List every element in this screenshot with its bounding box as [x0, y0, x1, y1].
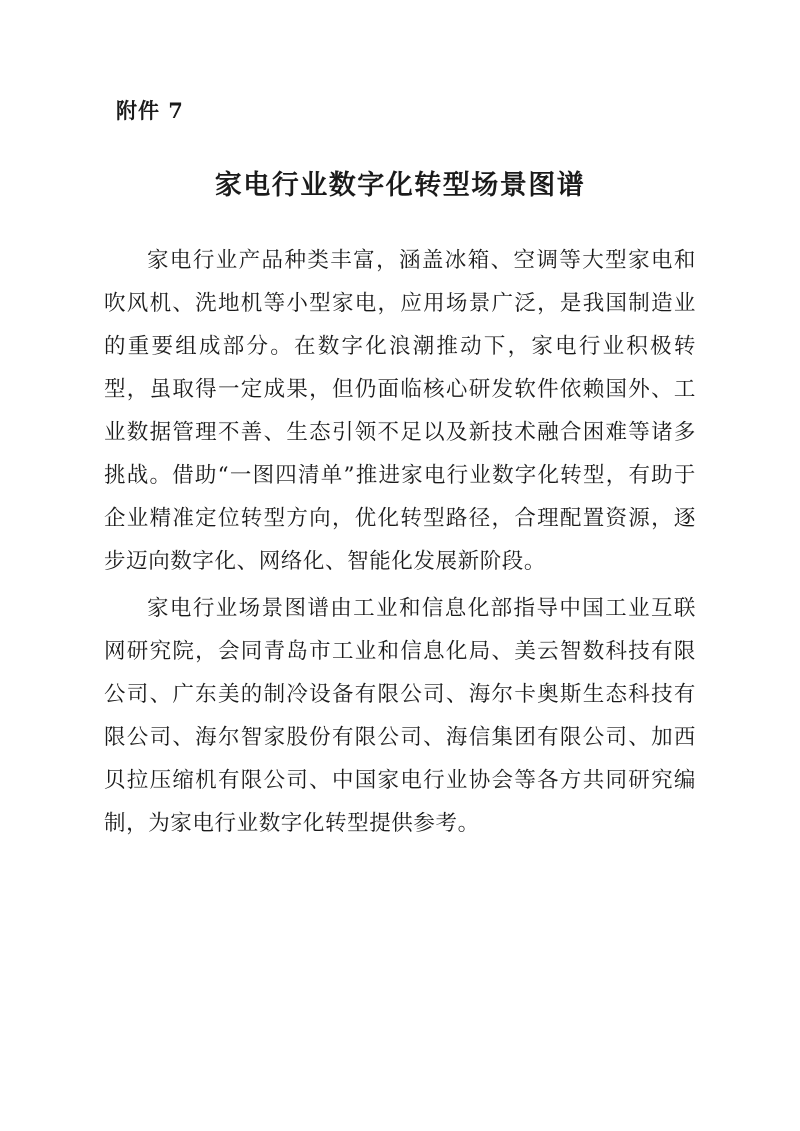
body-paragraph: 家电行业场景图谱由工业和信息化部指导中国工业互联网研究院，会同青岛市工业和信息化局、美云智数科技有限公司、广东美的制冷设备有限公司、海尔卡奥斯生态科技有限公司、海尔智家股份有限公司、海信集团有限公司、加西贝拉压缩机有限公司、中国家电行业协会等各方共同研究编制，为家电行业数字化转型提供参考。 [104, 596, 696, 837]
attachment-label: 附件 7 [116, 98, 184, 123]
page-title: 家电行业数字化转型场景图谱 [214, 170, 586, 202]
body-paragraph: 家电行业产品种类丰富，涵盖冰箱、空调等大型家电和吹风机、洗地机等小型家电，应用场景广泛，是我国制造业的重要组成部分。在数字化浪潮推动下，家电行业积极转型，虽取得一定成果，但仍面临核心研发软件依赖国外、工业数据管理不善、生态引领不足以及新技术融合困难等诸多挑战。借助“一图四清单”推进家电行业数字化转型，有助于企业精准定位转型方向，优化转型路径，合理配置资源，逐步迈向数字化、网络化、智能化发展新阶段。 [104, 248, 696, 575]
